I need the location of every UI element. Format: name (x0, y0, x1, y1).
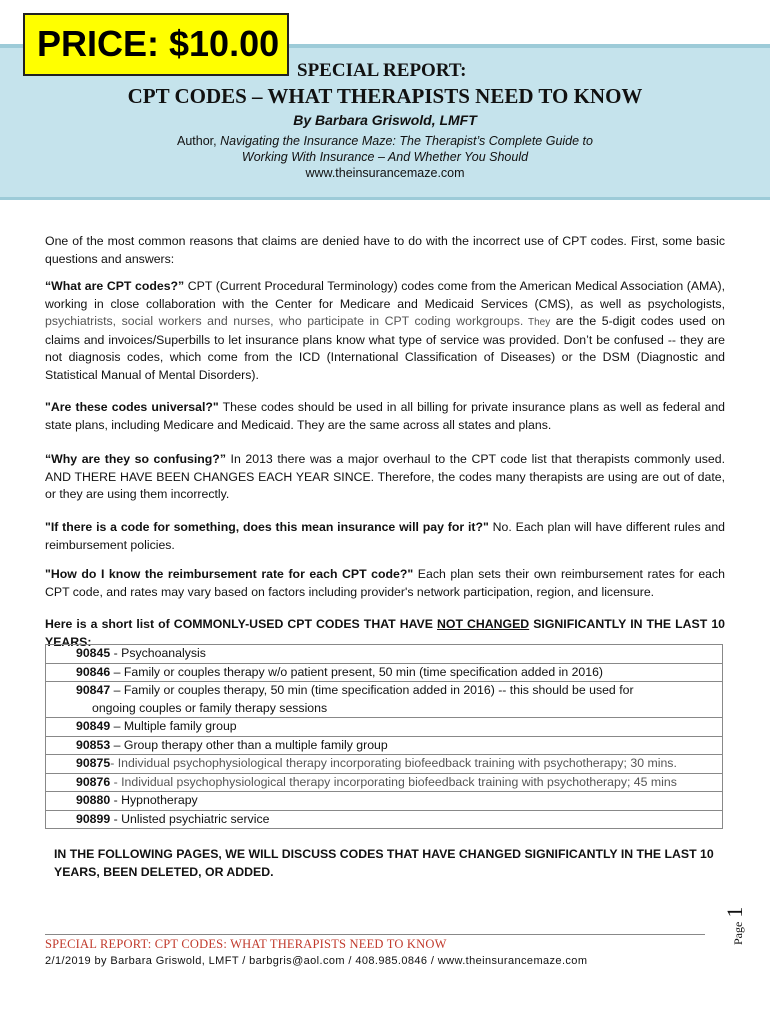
qa-confusing (45, 451, 725, 504)
footer-divider (45, 934, 705, 935)
answer: These codes should be used in all billing for private insurance plans as well as federal and state plans, including Medicare and Medicaid. They are the same across all states and plans. (45, 400, 725, 432)
question: "If there is a code for something, does this mean insurance will pay for it?" (45, 520, 489, 534)
qa-universal (45, 399, 725, 434)
question: "Are these codes universal?" (45, 400, 219, 414)
table-row (46, 810, 723, 829)
by-line: By Barbara Griswold, LMFT (293, 112, 477, 128)
table-row (46, 736, 723, 755)
footer-info: 2/1/2019 by Barbara Griswold, LMFT / barbgris@aol.com / 408.985.0846 / www.theinsurancemaze.com (45, 955, 588, 967)
code: 90853 (76, 737, 111, 752)
table-row (46, 663, 723, 682)
answer-cont: are the 5-digit codes used on claims and invoices/Superbills to let insurance plans know what type of service was provided. Don’t be confused -- they are not diagnosis codes, which come from the ICD (International Classification of Diseases) or the DSM (Diagnostic and Statistical Manual of Mental Disorders). (45, 314, 725, 382)
table-row (46, 773, 723, 792)
code-desc: - Unlisted psychiatric service (110, 811, 270, 826)
code: 90876 (76, 774, 111, 789)
report-title: CPT CODES – WHAT THERAPISTS NEED TO KNOW (127, 84, 643, 108)
code: 90880 (76, 793, 111, 807)
table-row (46, 682, 723, 718)
code: 90849 (76, 719, 111, 733)
answer: CPT (Current Procedural Terminology) codes come from the American Medical Association (AMA), working in close collaboration with the Center for Medicare and Medicaid Services (CMS), as well as psychologists, (45, 279, 725, 311)
following-pages-note: IN THE FOLLOWING PAGES, WE WILL DISCUSS CODES THAT HAVE CHANGED SIGNIFICANTLY IN THE LAST 10 YEARS, BEEN DELETED, OR ADDED. (54, 847, 714, 879)
answer: In 2013 there was a major overhaul to the CPT code list that therapists commonly used. AND THERE HAVE BEEN CHANGES EACH YEAR SINCE. Therefore, the codes many therapists are using are out of date, or they are using them incorrectly. (45, 452, 725, 501)
table-row (46, 718, 723, 737)
author-prefix: Author, (177, 134, 221, 148)
table-row (46, 755, 723, 774)
code: 90845 (76, 646, 111, 660)
code-desc-cont: ongoing couples or family therapy sessions (92, 700, 328, 715)
code: 90899 (76, 811, 111, 826)
question: “Why are they so confusing?” (45, 452, 226, 466)
cpt-codes-table (45, 644, 723, 829)
code-desc: – Family or couples therapy w/o patient present, 50 min (time specification added in 2016) (110, 664, 604, 679)
author-block (0, 133, 770, 181)
qa-what-are-cpt (45, 278, 725, 384)
code: 90847 (76, 683, 111, 697)
answer-tiny: They (523, 317, 551, 328)
list-heading-after: SIGNIFICANTLY IN THE LAST 10 YEARS: (45, 617, 725, 649)
code-desc: - Individual psychophysiological therapy incorporating biofeedback training with psychotherapy; 30 mins. (110, 756, 677, 770)
book-title-line2: Working With Insurance – And Whether You Should (241, 150, 529, 164)
footer-title: SPECIAL REPORT: CPT CODES: WHAT THERAPISTS NEED TO KNOW (45, 937, 447, 951)
answer-gray: psychiatrists, social workers and nurses, who participate in CPT coding workgroups. (45, 314, 524, 328)
answer: No. Each plan will have different rules and reimbursement policies. (45, 520, 725, 552)
table-row (46, 792, 723, 811)
qa-insurance-pay (45, 519, 725, 554)
code-desc: – Family or couples therapy, 50 min (time specification added in 2016) -- this should be used for (110, 683, 634, 697)
qa-reimbursement (45, 566, 725, 601)
page-label: Page (731, 921, 745, 945)
book-title-line1: Navigating the Insurance Maze: The Therapist’s Complete Guide to (220, 134, 593, 148)
intro-paragraph: One of the most common reasons that claims are denied have to do with the incorrect use of CPT codes. First, some basic questions and answers: (45, 234, 725, 266)
code: 90875 (76, 756, 111, 770)
website-link[interactable]: www.theinsurancemaze.com (305, 166, 465, 180)
code-desc: – Multiple family group (110, 719, 237, 733)
answer: Each plan sets their own reimbursement rates for each CPT code, and rates may vary based on factors including provider's network participation, region, and licensure. (45, 567, 726, 599)
code-desc: – Group therapy other than a multiple family group (110, 737, 388, 752)
code: 90846 (76, 664, 111, 679)
code-desc: - Psychoanalysis (110, 646, 206, 660)
code-desc: - Individual psychophysiological therapy incorporating biofeedback training with psychotherapy; 45 mins (110, 774, 677, 789)
page-number-value: 1 (722, 906, 747, 918)
table-row (46, 645, 723, 664)
special-report-label: SPECIAL REPORT: (297, 60, 467, 81)
code-desc: - Hypnotherapy (110, 793, 198, 807)
question: “What are CPT codes?” (45, 279, 185, 293)
page-number (722, 895, 770, 945)
price-badge: PRICE: $10.00 (23, 13, 289, 76)
list-heading-before: Here is a short list of COMMONLY-USED CPT CODES THAT HAVE (45, 617, 438, 631)
question: "How do I know the reimbursement rate for each CPT code?" (45, 567, 414, 581)
list-heading-underlined: NOT CHANGED (437, 617, 530, 631)
